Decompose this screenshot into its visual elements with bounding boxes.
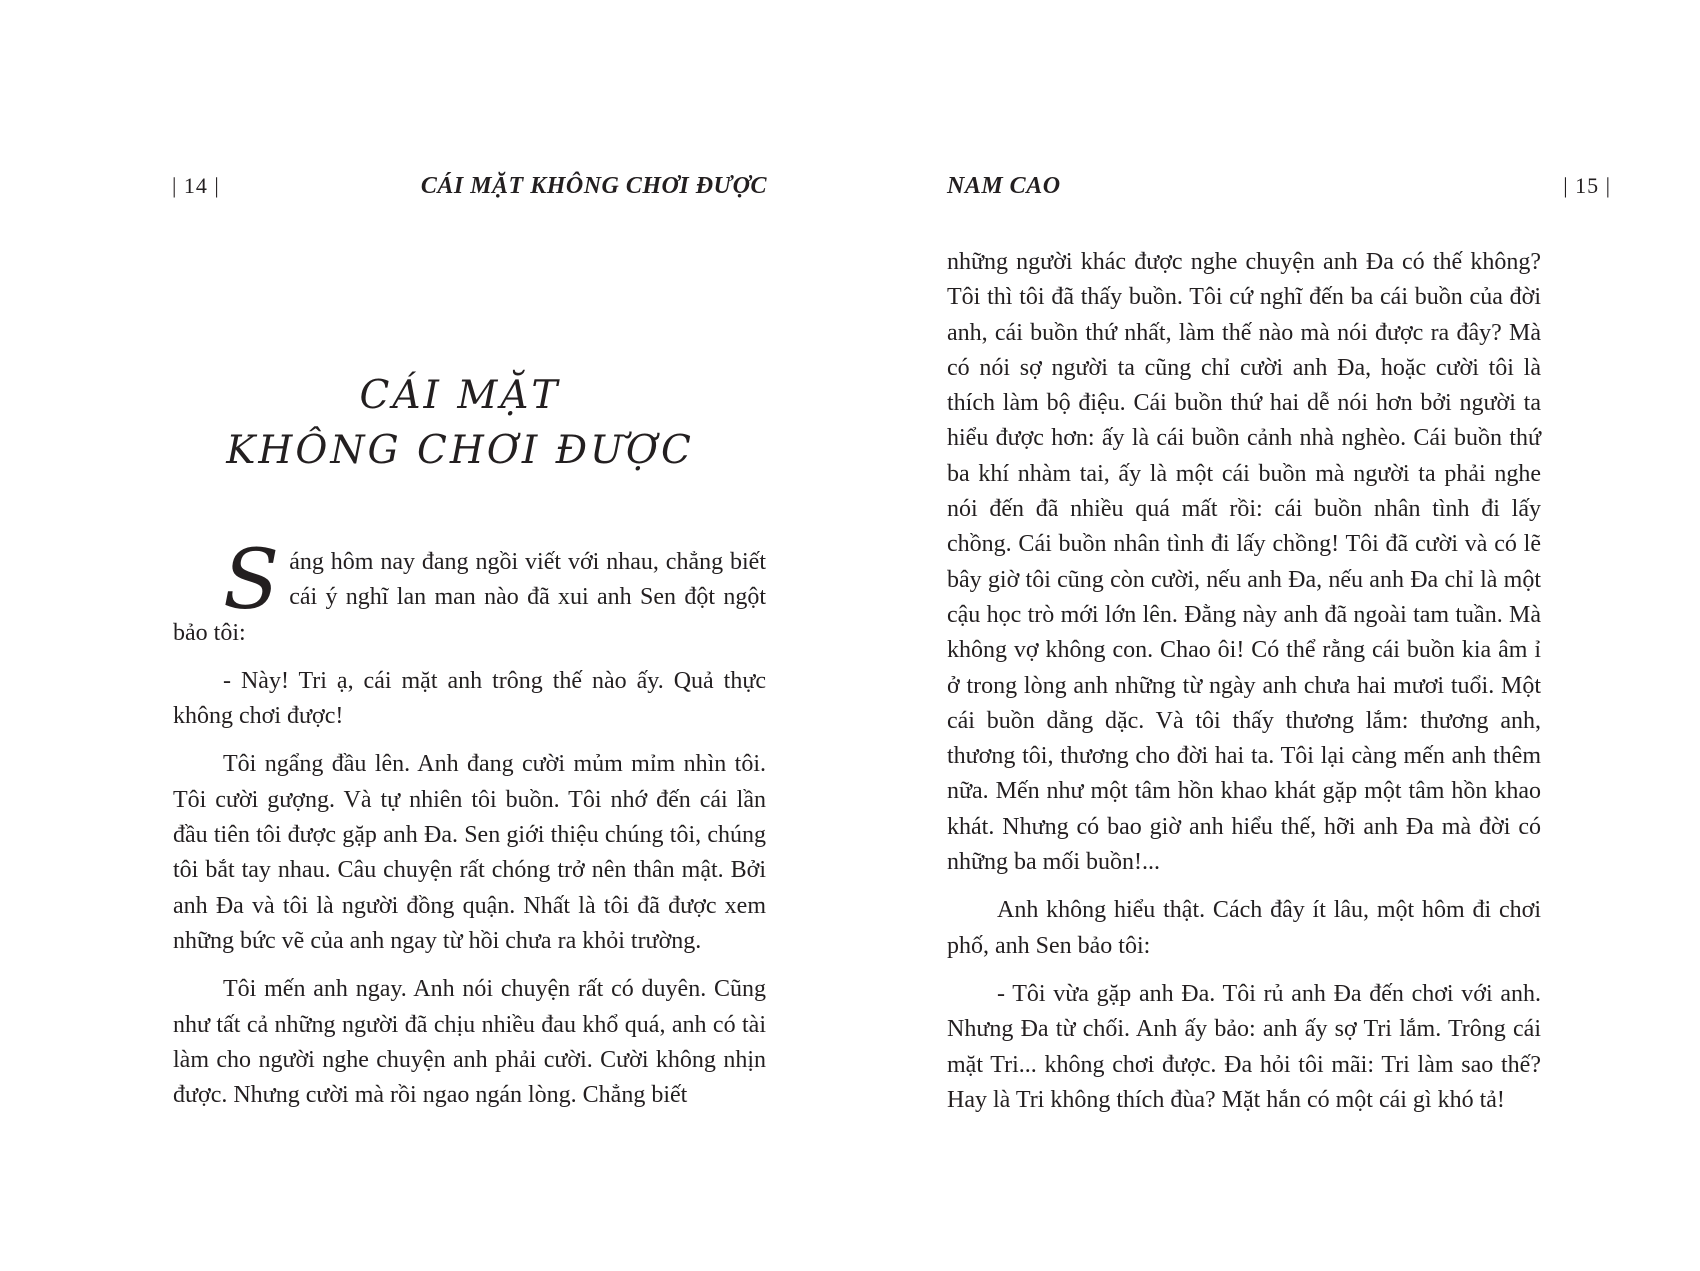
drop-cap: S — [223, 533, 280, 628]
body-paragraph: Tôi ngẩng đầu lên. Anh đang cười mủm mỉm nhìn tôi. Tôi cười gượng. Và tự nhiên tôi buồn. Tôi nhớ đến cái lần đầu tiên tôi được gặp anh Đa. Sen giới thiệu chúng tôi, chúng tôi bắt tay nhau. Câu chuyện rất chóng trở nên thân mật. Bởi anh Đa và tôi là người đồng quận. Nhất là tôi đã được xem những bức vẽ của anh ngay từ hồi chưa ra khỏi trường. — [173, 751, 766, 954]
body-paragraph: Tôi mến anh ngay. Anh nói chuyện rất có duyên. Cũng như tất cả những người đã chịu nhiều đau khổ quá, anh có tài làm cho người nghe chuyện anh phải cười. Cười không nhịn được. Nhưng cười mà rồi ngao ngán lòng. Chẳng biết — [173, 976, 766, 1109]
opening-paragraph — [173, 533, 766, 651]
right-page-number: | 15 | — [1563, 173, 1611, 198]
right-page — [850, 0, 1700, 1271]
body-paragraph: - Tôi vừa gặp anh Đa. Tôi rủ anh Đa đến chơi với anh. Nhưng Đa từ chối. Anh ấy bảo: anh ấy sợ Tri lắm. Trông cái mặt Tri... không chơi được. Đa hỏi tôi mãi: Tri làm sao thế? Hay là Tri không thích đùa? Mặt hắn có một cái gì khó tả! — [947, 980, 1541, 1113]
body-paragraph: - Này! Tri ạ, cái mặt anh trông thế nào ấy. Quả thực không chơi được! — [173, 667, 766, 730]
left-body-text — [173, 533, 766, 1113]
left-running-title: CÁI MẶT KHÔNG CHƠI ĐƯỢC — [420, 173, 767, 199]
body-paragraph: Anh không hiểu thật. Cách đây ít lâu, một hôm đi chơi phố, anh Sen bảo tôi: — [947, 897, 1541, 959]
opening-paragraph-text: áng hôm nay đang ngồi viết với nhau, chẳng biết cái ý nghĩ lan man nào đã xui anh Sen đột ngột bảo tôi: — [173, 549, 766, 646]
right-running-title: NAM CAO — [947, 173, 1061, 199]
right-body-text — [947, 245, 1541, 1118]
left-page-number: | 14 | — [172, 173, 220, 198]
chapter-title-line-1: CÁI MẶT — [359, 373, 561, 418]
chapter-title — [165, 368, 755, 478]
chapter-title-line-2: KHÔNG CHƠI ĐƯỢC — [226, 428, 694, 473]
body-paragraph: những người khác được nghe chuyện anh Đa có thế không? Tôi thì tôi đã thấy buồn. Tôi cứ nghĩ đến ba cái buồn của đời anh, cái buồn thứ nhất, làm thế nào mà nói được ra đây? Mà có nói sợ người ta cũng chỉ cười anh Đa, hoặc cười tôi là thích làm bộ điệu. Cái buồn thứ hai dễ nói hơn bởi người ta hiểu được hơn: ấy là cái buồn cảnh nhà nghèo. Cái buồn thứ ba khí nhàm tai, ấy là một cái buồn mà người ta phải nghe nói đến đã nhiều quá mất rồi: cái buồn nhân tình đi lấy chồng. Cái buồn nhân tình đi lấy chồng! Tôi đã cười và có lẽ bây giờ tôi cũng còn cười, nếu anh Đa, nếu anh Đa chỉ là một cậu học trò mới lớn lên. Đằng này anh đã ngoài tam tuần. Mà không vợ không con. Chao ôi! Có thể rằng cái buồn kia âm ỉ ở trong lòng anh những từ ngày anh chưa hai mươi tuổi. Một cái buồn dằng dặc. Và tôi thấy thương lắm: thương anh, thương tôi, thương cho đời hai ta. Tôi lại càng mến anh thêm nữa. Mến như một tâm hồn khao khát gặp một tâm hồn khao khát. Nhưng có bao giờ anh hiểu thế, hỡi anh Đa mà đời có những ba mối buồn!... — [947, 249, 1541, 876]
